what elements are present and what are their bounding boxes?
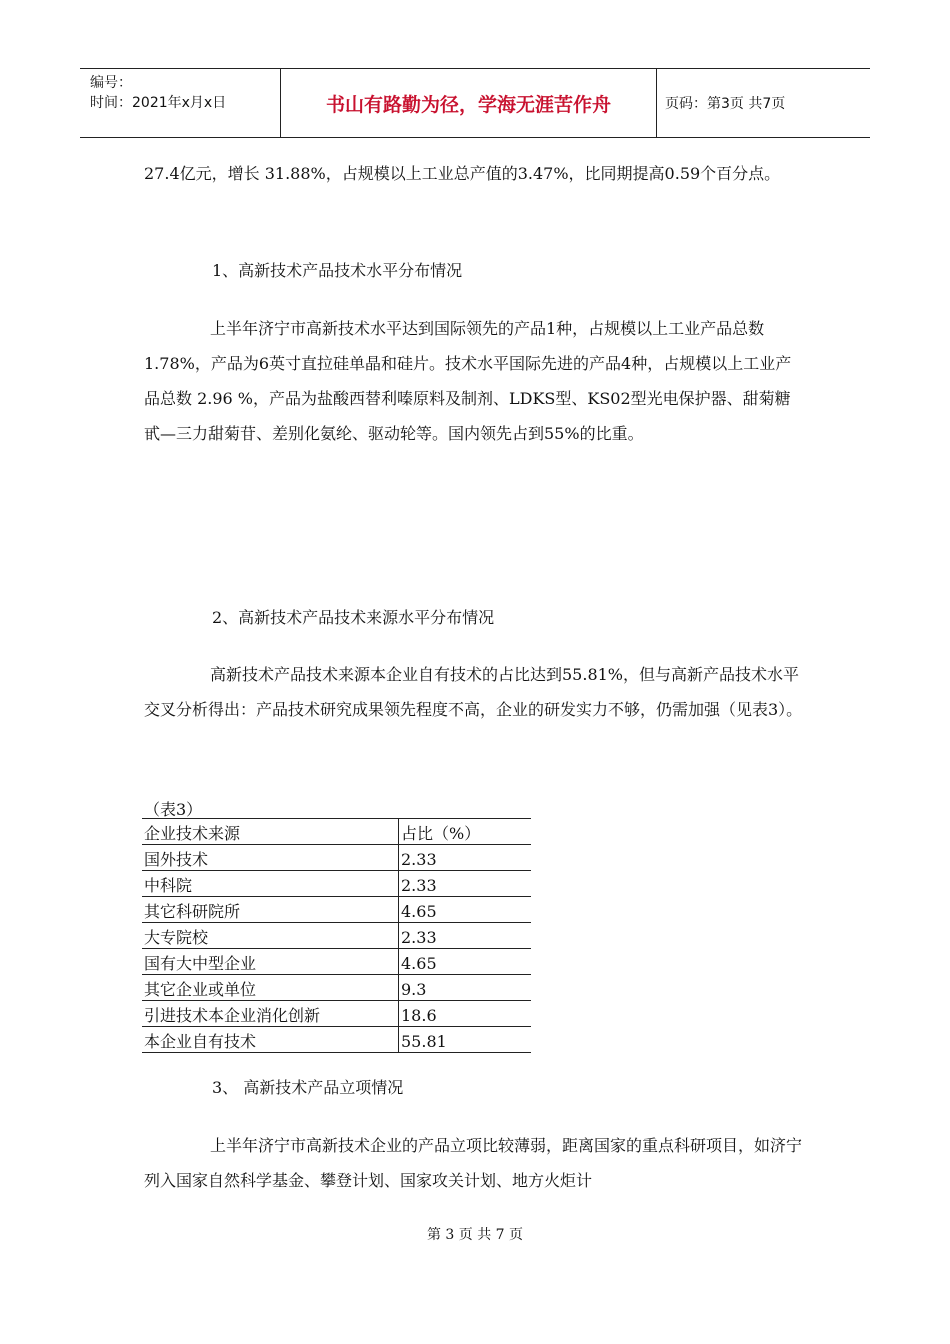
table-header-cell: 企业技术来源 [142,819,399,845]
table-row [142,1027,531,1053]
table-row [142,975,531,1001]
section-heading-1: 1、高新技术产品技术水平分布情况 [212,261,463,280]
table-caption: （表3） [144,800,203,819]
table-row [142,845,531,871]
table-row [142,923,531,949]
table-cell-source: 国有大中型企业 [142,949,399,975]
table-cell-source: 大专院校 [142,923,399,949]
table-cell-percent: 55.81 [399,1027,532,1053]
table-row [142,1001,531,1027]
table-cell-source: 引进技术本企业消化创新 [142,1001,399,1027]
table-cell-source: 其它企业或单位 [142,975,399,1001]
page-header [80,68,870,138]
header-meta [80,69,281,137]
table-header-cell: 占比（%） [399,819,532,845]
table-cell-source: 国外技术 [142,845,399,871]
header-time-label: 时间：2021年x月x日 [90,95,227,111]
table-cell-percent: 2.33 [399,871,532,897]
header-page-info: 页码：第3页 共7页 [665,96,786,112]
table-row [142,871,531,897]
table-cell-percent: 2.33 [399,923,532,949]
table-cell-percent: 4.65 [399,949,532,975]
table-cell-percent: 4.65 [399,897,532,923]
table-row [142,949,531,975]
table-cell-source: 其它科研院所 [142,897,399,923]
header-number-label: 编号： [90,75,132,91]
paragraph-2: 高新技术产品技术来源本企业自有技术的占比达到55.81%，但与高新产品技术水平交叉分析得出：产品技术研究成果领先程度不高，企业的研发实力不够，仍需加强（见表3）。 [144,665,803,719]
table-header-row [142,819,531,845]
paragraph-1: 上半年济宁市高新技术水平达到国际领先的产品1种，占规模以上工业产品总数 1.78%，产品为6英寸直拉硅单晶和硅片。技术水平国际先进的产品4种，占规模以上工业产品总数 2.96 %，产品为盐酸西替利嗪原料及制剂、LDKS型、KS02型光电保护器、甜菊糖甙—三力甜菊苷、差别化氨纶、驱动轮等。国内领先占到55%的比重。 [144,319,792,443]
section-heading-3: 3、 高新技术产品立项情况 [212,1078,404,1097]
table-cell-percent: 2.33 [399,845,532,871]
table-row [142,897,531,923]
table-cell-percent: 9.3 [399,975,532,1001]
page-footer: 第 3 页 共 7 页 [426,1227,524,1243]
table-cell-source: 本企业自有技术 [142,1027,399,1053]
table-cell-source: 中科院 [142,871,399,897]
section-heading-2: 2、高新技术产品技术来源水平分布情况 [212,608,495,627]
header-motto: 书山有路勤为径，学海无涯苦作舟 [281,69,657,137]
table-cell-percent: 18.6 [399,1001,532,1027]
paragraph-continued: 27.4亿元，增长 31.88%，占规模以上工业总产值的3.47%，比同期提高0.59个百分点。 [144,164,781,183]
paragraph-3: 上半年济宁市高新技术企业的产品立项比较薄弱，距离国家的重点科研项目，如济宁列入国家自然科学基金、攀登计划、国家攻关计划、地方火炬计 [144,1136,803,1190]
table-3 [142,818,531,1053]
